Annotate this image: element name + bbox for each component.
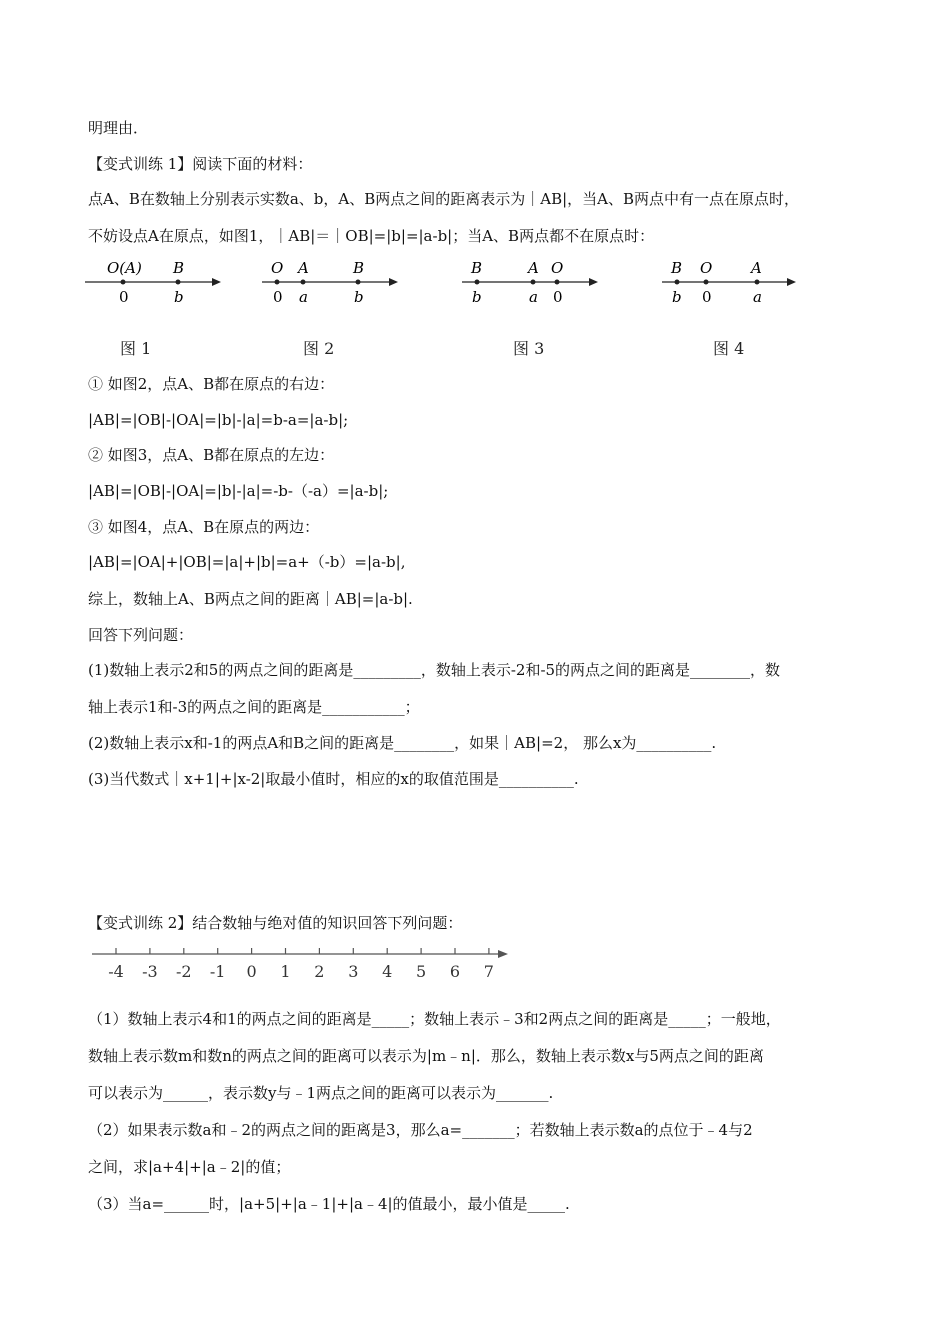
number-line-figure-3 — [462, 255, 607, 310]
figure-label: b — [472, 288, 482, 306]
tick-label: -3 — [142, 962, 158, 981]
text-line: 不妨设点A在原点，如图1，｜AB|＝｜OB|=|b|=|a-b|；当A、B两点都不在原点时： — [88, 227, 655, 245]
tick-label: 7 — [483, 962, 494, 981]
question-line: (1)数轴上表示2和5的两点之间的距离是_________，数轴上表示-2和-5的两点之间的距离是________，数 — [88, 661, 781, 679]
figure-label: O — [271, 259, 284, 277]
question-line: 可以表示为______，表示数y与﹣1两点之间的距离可以表示为_______. — [88, 1084, 554, 1102]
figure-label: b — [672, 288, 682, 306]
question-line: （3）当a=______时，|a+5|+|a﹣1|+|a﹣4|的值最小，最小值是_____. — [88, 1195, 570, 1213]
figure-caption-2: 图 2 — [303, 339, 335, 358]
figure-label: B — [173, 259, 185, 277]
figure-label: 0 — [553, 288, 563, 306]
figure-label: B — [471, 259, 483, 277]
question-line: （2）如果表示数a和﹣2的两点之间的距离是3，那么a=_______；若数轴上表示数a的点位于﹣4与2 — [88, 1121, 753, 1139]
question-line: （1）数轴上表示4和1的两点之间的距离是_____；数轴上表示﹣3和2两点之间的距离是_____；一般地， — [88, 1010, 781, 1028]
figure-caption-1: 图 1 — [120, 339, 152, 358]
tick-label: 0 — [246, 962, 257, 981]
figure-label: A — [528, 259, 539, 277]
question-line: 轴上表示1和-3的两点之间的距离是___________； — [88, 698, 420, 716]
number-line-integers — [90, 940, 515, 982]
figure-label: O(A) — [107, 259, 142, 277]
tick-label: -2 — [176, 962, 192, 981]
text-line: 点A、B在数轴上分别表示实数a、b，A、B两点之间的距离表示为｜AB|，当A、B两点中有一点在原点时， — [88, 190, 800, 208]
figure-caption-3: 图 3 — [513, 339, 545, 358]
figure-label: b — [354, 288, 364, 306]
figure-caption-4: 图 4 — [713, 339, 745, 358]
text-line: 综上，数轴上A、B两点之间的距离｜AB|=|a-b|. — [88, 590, 413, 608]
question-line: (3)当代数式｜x+1|+|x-2|取最小值时，相应的x的取值范围是__________. — [88, 770, 579, 788]
math-line: |AB|=|OB|-|OA|=|b|-|a|=-b-（-a）=|a-b|; — [88, 482, 389, 500]
tick-label: 3 — [348, 962, 359, 981]
math-line: |AB|=|OB|-|OA|=|b|-|a|=b-a=|a-b|; — [88, 411, 349, 429]
text-line: 回答下列问题： — [88, 626, 194, 644]
question-line: 数轴上表示数m和数n的两点之间的距离可以表示为|m﹣n|．那么，数轴上表示数x与5两点之间的距离 — [88, 1047, 764, 1065]
tick-label: -1 — [209, 962, 226, 981]
figure-label: B — [671, 259, 683, 277]
tick-label: 5 — [416, 962, 427, 981]
number-line-figure-4 — [662, 255, 807, 310]
number-line-figure-2 — [262, 255, 407, 310]
text-line: 明理由． — [88, 119, 149, 137]
figure-label: b — [174, 288, 184, 306]
figure-label: a — [753, 288, 762, 306]
text-line: ③ 如图4，点A、B在原点的两边： — [88, 518, 320, 536]
math-line: |AB|=|OA|+|OB|=|a|+|b|=a+（-b）=|a-b|, — [88, 553, 406, 571]
figure-label: 0 — [273, 288, 283, 306]
question-line: 之间，求|a+4|+|a﹣2|的值； — [88, 1158, 291, 1176]
question-line: (2)数轴上表示x和-1的两点A和B之间的距离是________，如果｜AB|=2， 那么x为__________. — [88, 734, 717, 752]
figure-label: 0 — [702, 288, 712, 306]
tick-label: 1 — [280, 962, 291, 981]
exercise-title-2: 【变式训练 2】结合数轴与绝对值的知识回答下列问题： — [88, 914, 463, 932]
figure-label: O — [551, 259, 564, 277]
figure-label: A — [751, 259, 762, 277]
exercise-title-1: 【变式训练 1】阅读下面的材料： — [88, 155, 313, 173]
text-line: ① 如图2，点A、B都在原点的右边： — [88, 375, 335, 393]
tick-label: 4 — [382, 962, 393, 981]
figure-label: B — [353, 259, 365, 277]
figure-label: O — [700, 259, 713, 277]
tick-label: 6 — [449, 962, 461, 981]
figure-label: 0 — [119, 288, 129, 306]
figure-label: a — [529, 288, 538, 306]
figure-label: a — [299, 288, 308, 306]
text-line: ② 如图3，点A、B都在原点的左边： — [88, 446, 335, 464]
tick-label: -4 — [108, 962, 124, 981]
tick-label: 2 — [314, 962, 325, 981]
figure-label: A — [298, 259, 309, 277]
number-line-figure-1 — [85, 255, 230, 310]
